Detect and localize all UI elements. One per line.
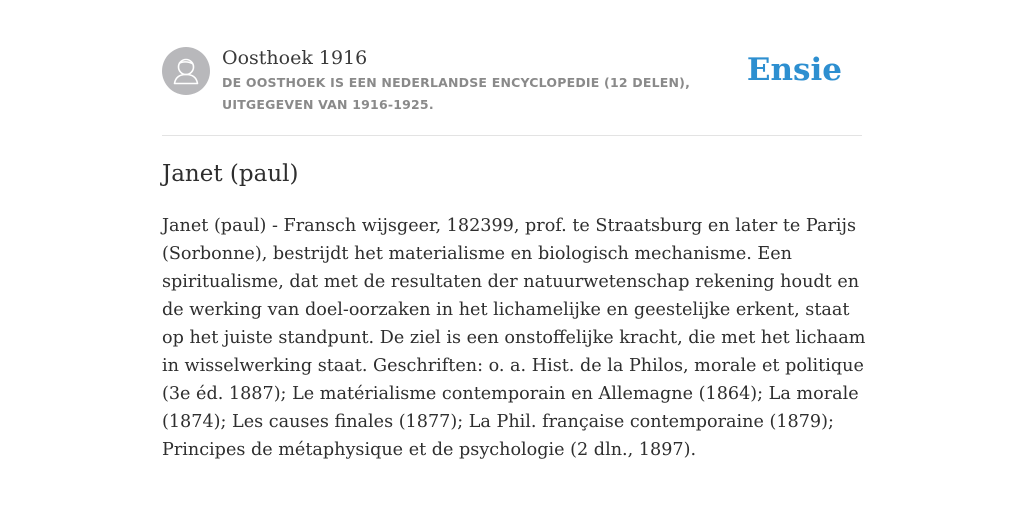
source-header: [162, 46, 862, 116]
source-avatar[interactable]: [162, 47, 210, 95]
user-icon: [162, 47, 210, 95]
entry-title: Janet (paul): [162, 161, 299, 187]
source-title[interactable]: Oosthoek 1916: [222, 47, 368, 69]
source-description: DE OOSTHOEK IS EEN NEDERLANDSE ENCYCLOPEDIE (12 DELEN), UITGEGEVEN VAN 1916-1925.: [222, 75, 691, 112]
header-divider: [162, 135, 862, 136]
ensie-logo[interactable]: Ensie: [746, 52, 842, 88]
entry-body: Janet (paul) - Fransch wijsgeer, 182399, prof. te Straatsburg en later te Parijs (Sorbonne), bestrijdt het materialisme en biologisch mechanisme. Een spiritualisme, dat met de resultaten der natuurwetenschap rekening houdt en de werking van doel-oorzaken in het lichamelijke en geestelijke erkent, staat op het juiste standpunt. De ziel is een onstoffelijke kracht, die met het lichaam in wisselwerking staat. Geschriften: o. a. Hist. de la Philos, morale et politique (3e éd. 1887); Le matérialisme contemporain en Allemagne (1864); La morale (1874); Les causes finales (1877); La Phil. française contemporaine (1879); Principes de métaphysique et de psychologie (2 dln., 1897).: [162, 216, 866, 460]
